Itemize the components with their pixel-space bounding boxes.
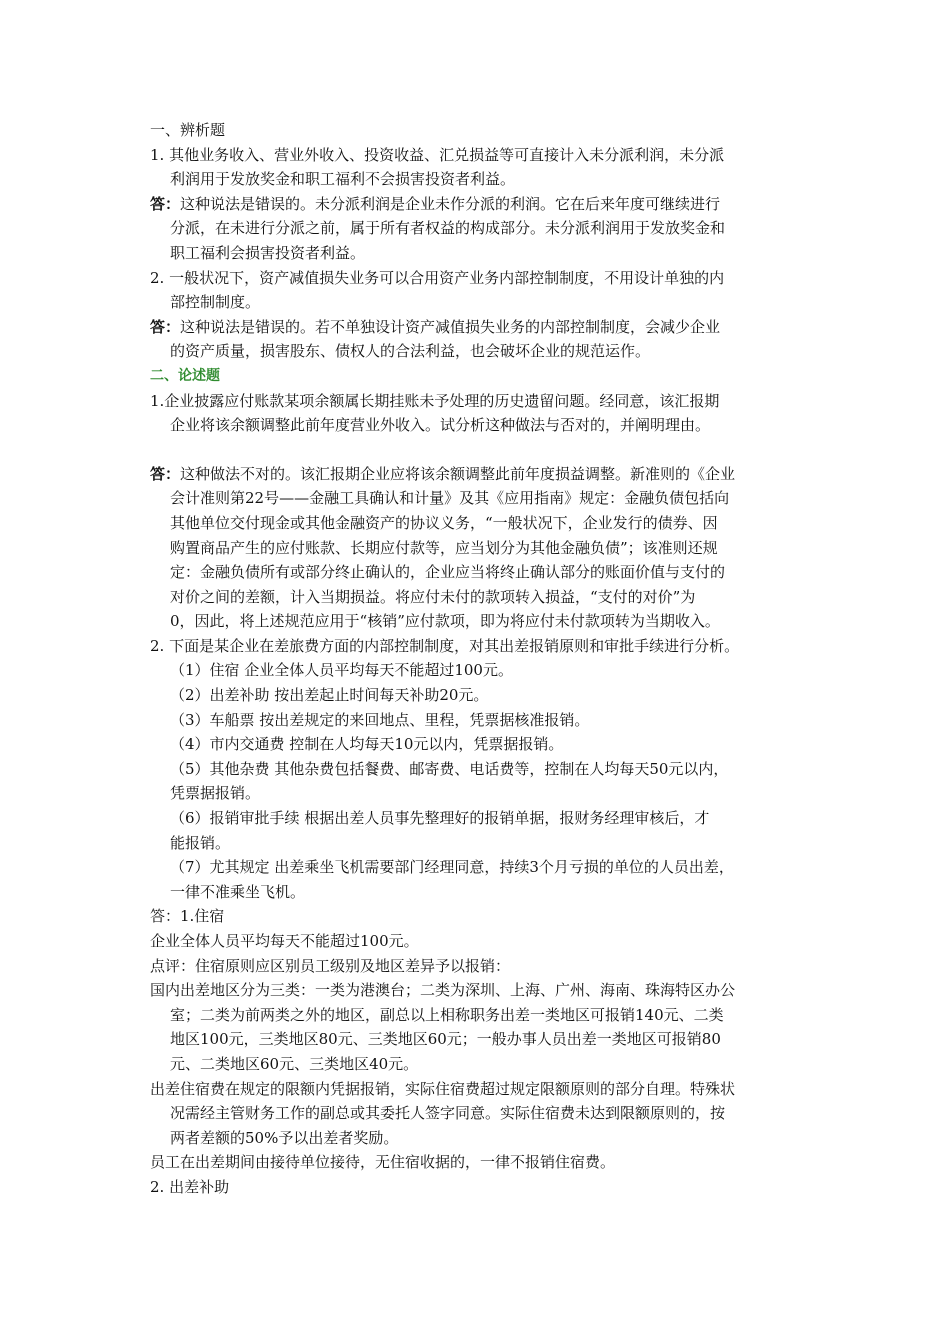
answer-2-line-1 bbox=[150, 315, 820, 340]
rule-item-6-line-2: 能报销。 bbox=[170, 833, 231, 852]
question-1-line-1: 1. 其他业务收入、营业外收入、投资收益、汇兑损益等可直接计入未分派利润，未分派 bbox=[150, 145, 725, 164]
essay-answer-1-line-7: 0，因此，将上述规范应用于“核销”应付款项，即为将应付未付款项转为当期收入。 bbox=[170, 612, 720, 631]
rule-item-1: （1）住宿 企业全体人员平均每天不能超过100元。 bbox=[170, 661, 513, 680]
essay-answer-2-line-2: 企业全体人员平均每天不能超过100元。 bbox=[150, 932, 419, 950]
answer-1-line-1 bbox=[150, 192, 820, 217]
section-heading-1: 一、辨析题 bbox=[150, 121, 226, 139]
essay-answer-1-line-2: 会计准则第22号——金融工具确认和计量》及其《应用指南》规定：金融负债包括向 bbox=[170, 489, 730, 508]
lodging-paragraph-2-line-2: 况需经主管财务工作的副总或其委托人签字同意。实际住宿费未达到限额原则的，按 bbox=[170, 1104, 726, 1123]
essay-answer-1-line-6: 对价之间的差额，计入当期损益。将应付未付的款项转入损益，“支付的对价”为 bbox=[170, 587, 696, 606]
question-2-line-2: 部控制制度。 bbox=[170, 293, 261, 312]
question-2-line-1: 2. 一般状况下，资产减值损失业务可以合用资产业务内部控制制度，不用设计单独的内 bbox=[150, 268, 725, 287]
answer-label: 答： bbox=[150, 317, 181, 336]
answer-text: 这种做法不对的。该汇报期企业应将该余额调整此前年度损益调整。新准则的《企业 bbox=[180, 464, 736, 483]
lodging-paragraph-1-line-3: 地区100元，三类地区80元、三类地区60元；一般办事人员出差一类地区可报销80 bbox=[170, 1030, 721, 1049]
answer-1-line-2: 分派，在未进行分派之前，属于所有者权益的构成部分。未分派利润用于发放奖金和 bbox=[170, 219, 726, 238]
essay-question-1-line-2: 企业将该余额调整此前年度营业外收入。试分析这种做法与否对的，并阐明理由。 bbox=[170, 416, 711, 435]
essay-question-2-intro: 2. 下面是某企业在差旅费方面的内部控制制度，对其出差报销原则和审批手续进行分析。 bbox=[150, 636, 740, 655]
answer-label: 答： bbox=[150, 194, 181, 213]
essay-answer-1-line-1 bbox=[150, 462, 820, 487]
rule-item-5-line-1: （5）其他杂费 其他杂费包括餐费、邮寄费、电话费等，控制在人均每天50元以内， bbox=[170, 759, 729, 778]
lodging-paragraph-2-line-3: 两者差额的50%予以出差者奖励。 bbox=[170, 1128, 399, 1147]
lodging-paragraph-2-line-1: 出差住宿费在规定的限额内凭据报销，实际住宿费超过规定限额原则的部分自理。特殊状 bbox=[150, 1079, 736, 1098]
rule-item-6-line-1: （6）报销审批手续 根据出差人员事先整理好的报销单据，报财务经理审核后，才 bbox=[170, 809, 710, 828]
answer-label: 答： bbox=[150, 464, 181, 483]
blank-line bbox=[150, 438, 820, 462]
lodging-paragraph-3: 员工在出差期间由接待单位接待，无住宿收据的，一律不报销住宿费。 bbox=[150, 1153, 616, 1172]
essay-question-1-line-1: 1.企业披露应付账款某项余额属长期挂账未予处理的历史遗留问题。经同意，该汇报期 bbox=[150, 391, 720, 410]
lodging-paragraph-1-line-1: 国内出差地区分为三类：一类为港澳台；二类为深圳、上海、广州、海南、珠海特区办公 bbox=[150, 981, 736, 1000]
lodging-paragraph-1-line-2: 室；二类为前两类之外的地区，副总以上相称职务出差一类地区可报销140元、二类 bbox=[170, 1005, 724, 1024]
rule-item-2: （2）出差补助 按出差起止时间每天补助20元。 bbox=[170, 686, 489, 705]
essay-answer-2-line-1: 答：1.住宿 bbox=[150, 907, 225, 926]
essay-answer-1-line-5: 定：金融负债所有或部分终止确认的，企业应当将终止确认部分的账面价值与支付的 bbox=[170, 563, 726, 582]
section-heading-2: 二、论述题 bbox=[150, 367, 220, 384]
question-1-line-2: 利润用于发放奖金和职工福利不会损害投资者利益。 bbox=[170, 170, 516, 189]
rule-item-4: （4）市内交通费 控制在人均每天10元以内，凭票据报销。 bbox=[170, 735, 564, 754]
answer-text: 这种说法是错误的。若不单独设计资产减值损失业务的内部控制制度，会减少企业 bbox=[180, 317, 721, 336]
rule-item-3: （3）车船票 按出差规定的来回地点、里程，凭票据核准报销。 bbox=[170, 710, 590, 729]
answer-text: 这种说法是错误的。未分派利润是企业未作分派的利润。它在后来年度可继续进行 bbox=[180, 194, 721, 213]
lodging-paragraph-1-line-4: 元、二类地区60元、三类地区40元。 bbox=[170, 1054, 419, 1073]
answer-2-line-2: 的资产质量，损害股东、债权人的合法利益，也会破坏企业的规范运作。 bbox=[170, 342, 651, 361]
essay-answer-1-line-4: 购置商品产生的应付账款、长期应付款等，应当划分为其他金融负债”；该准则还规 bbox=[170, 538, 718, 557]
subsection-allowance: 2. 出差补助 bbox=[150, 1177, 230, 1196]
essay-answer-2-line-3: 点评：住宿原则应区别员工级别及地区差异予以报销： bbox=[150, 956, 511, 975]
document-body bbox=[150, 118, 820, 1200]
rule-item-7-line-2: 一律不准乘坐飞机。 bbox=[170, 882, 306, 901]
essay-answer-1-line-3: 其他单位交付现金或其他金融资产的协议义务，“一般状况下，企业发行的债券、因 bbox=[170, 513, 718, 532]
answer-1-line-3: 职工福利会损害投资者利益。 bbox=[170, 243, 366, 262]
rule-item-5-line-2: 凭票据报销。 bbox=[170, 784, 261, 803]
rule-item-7-line-1: （7）尤其规定 出差乘坐飞机需要部门经理同意，持续3个月亏损的单位的人员出差， bbox=[170, 858, 734, 877]
